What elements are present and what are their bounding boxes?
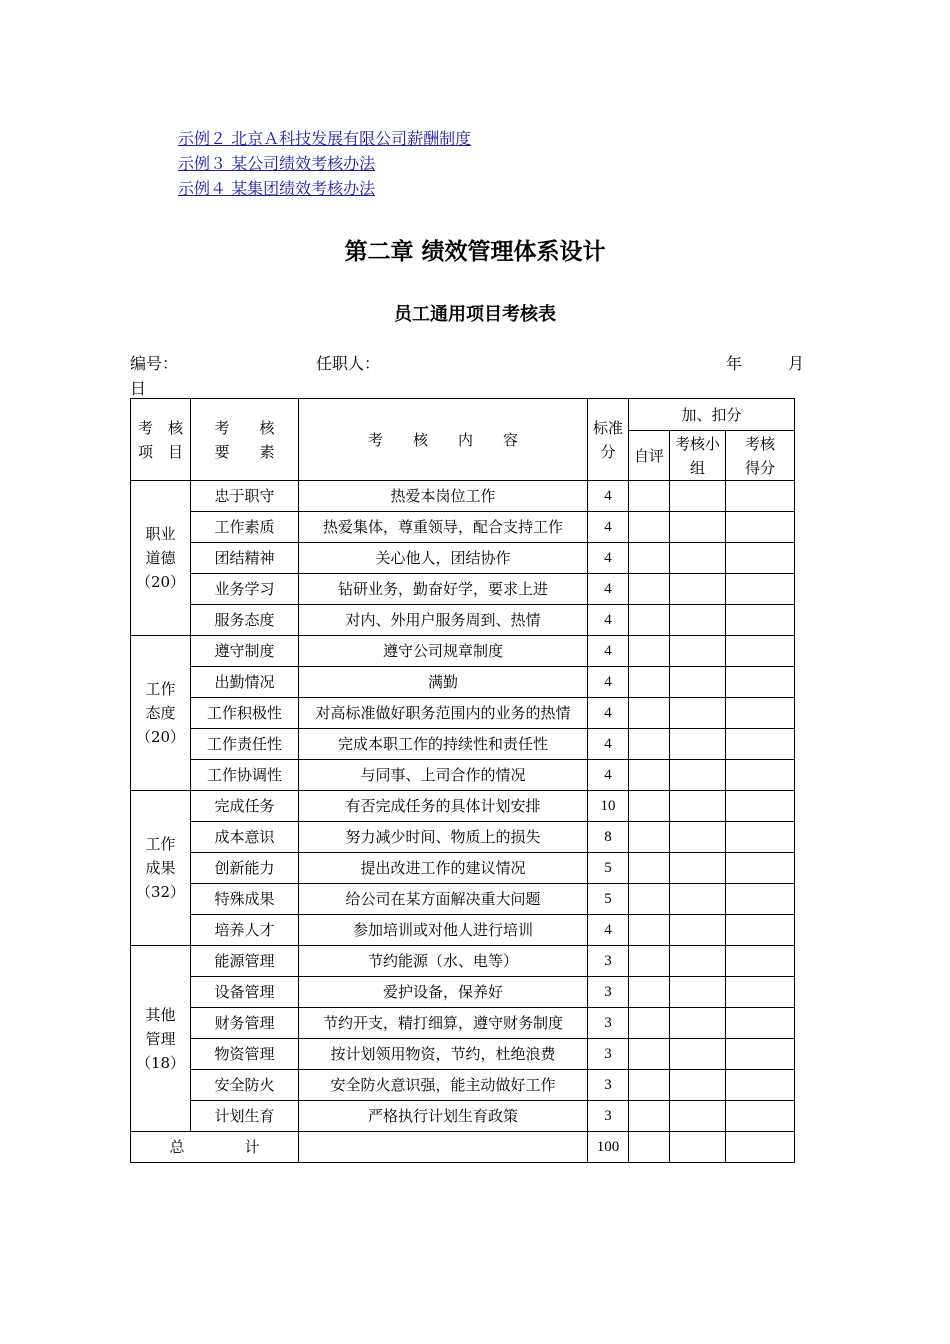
standard-cell: 4 bbox=[588, 481, 629, 512]
header-bonus: 加、扣分 bbox=[629, 399, 795, 431]
group-name-cell bbox=[131, 946, 191, 1132]
final-score-cell[interactable] bbox=[726, 698, 795, 729]
element-cell: 工作素质 bbox=[191, 512, 299, 543]
group-score-cell[interactable] bbox=[670, 915, 726, 946]
self-score-cell[interactable] bbox=[629, 698, 670, 729]
month-label: 月 bbox=[788, 354, 805, 373]
content-cell: 热爱本岗位工作 bbox=[299, 481, 588, 512]
element-cell: 能源管理 bbox=[191, 946, 299, 977]
group-name-line: （32） bbox=[135, 883, 186, 901]
group-score-cell[interactable] bbox=[670, 977, 726, 1008]
number-label: 编号： bbox=[130, 354, 179, 373]
person-label: 任职人： bbox=[316, 354, 381, 373]
final-score-cell[interactable] bbox=[726, 512, 795, 543]
table-row bbox=[131, 1008, 795, 1039]
content-cell: 关心他人，团结协作 bbox=[299, 543, 588, 574]
group-name-line: 工作 bbox=[145, 835, 176, 853]
group-score-cell[interactable] bbox=[670, 698, 726, 729]
group-score-cell[interactable] bbox=[670, 1039, 726, 1070]
header-element-top: 考 核 bbox=[214, 418, 275, 437]
element-cell: 完成任务 bbox=[191, 791, 299, 822]
header-self: 自评 bbox=[629, 431, 670, 481]
self-score-cell[interactable] bbox=[629, 512, 670, 543]
standard-cell: 10 bbox=[588, 791, 629, 822]
final-score-cell[interactable] bbox=[726, 822, 795, 853]
standard-cell: 3 bbox=[588, 1070, 629, 1101]
content-cell: 安全防火意识强，能主动做好工作 bbox=[299, 1070, 588, 1101]
table-row bbox=[131, 915, 795, 946]
group-name-line: （20） bbox=[135, 573, 186, 591]
final-score-cell[interactable] bbox=[726, 884, 795, 915]
standard-cell: 5 bbox=[588, 853, 629, 884]
header-item-bottom: 项 目 bbox=[137, 442, 183, 461]
final-score-cell[interactable] bbox=[726, 791, 795, 822]
element-cell: 工作积极性 bbox=[191, 698, 299, 729]
group-score-cell[interactable] bbox=[670, 481, 726, 512]
element-cell: 成本意识 bbox=[191, 822, 299, 853]
group-score-cell[interactable] bbox=[670, 853, 726, 884]
final-score-cell[interactable] bbox=[726, 1101, 795, 1132]
final-score-cell[interactable] bbox=[726, 1039, 795, 1070]
content-cell: 满勤 bbox=[299, 667, 588, 698]
group-score-cell[interactable] bbox=[670, 543, 726, 574]
table-row bbox=[131, 698, 795, 729]
standard-cell: 3 bbox=[588, 1101, 629, 1132]
table-row bbox=[131, 636, 795, 667]
group-score-cell[interactable] bbox=[670, 574, 726, 605]
standard-cell: 4 bbox=[588, 574, 629, 605]
header-element-bottom: 要 素 bbox=[214, 442, 275, 461]
related-links bbox=[178, 126, 471, 201]
header-standard-bottom: 分 bbox=[600, 442, 616, 461]
self-score-cell[interactable] bbox=[629, 636, 670, 667]
content-cell: 对内、外用户服务周到、热情 bbox=[299, 605, 588, 636]
header-content: 考 核 内 容 bbox=[299, 399, 588, 481]
self-score-cell[interactable] bbox=[629, 946, 670, 977]
final-score-cell[interactable] bbox=[726, 729, 795, 760]
content-cell: 遵守公司规章制度 bbox=[299, 636, 588, 667]
self-score-cell[interactable] bbox=[629, 822, 670, 853]
total-label: 总 计 bbox=[131, 1132, 299, 1163]
table-row bbox=[131, 512, 795, 543]
table-row bbox=[131, 760, 795, 791]
standard-cell: 4 bbox=[588, 512, 629, 543]
content-cell: 有否完成任务的具体计划安排 bbox=[299, 791, 588, 822]
standard-cell: 3 bbox=[588, 946, 629, 977]
final-score-cell[interactable] bbox=[726, 977, 795, 1008]
self-score-cell[interactable] bbox=[629, 977, 670, 1008]
group-score-cell[interactable] bbox=[670, 729, 726, 760]
self-score-cell[interactable] bbox=[629, 760, 670, 791]
header-standard-top: 标准 bbox=[592, 418, 623, 437]
element-cell: 设备管理 bbox=[191, 977, 299, 1008]
element-cell: 财务管理 bbox=[191, 1008, 299, 1039]
evaluation-table bbox=[130, 398, 795, 1163]
table-row bbox=[131, 946, 795, 977]
content-cell: 节约开支，精打细算，遵守财务制度 bbox=[299, 1008, 588, 1039]
element-cell: 业务学习 bbox=[191, 574, 299, 605]
table-row bbox=[131, 605, 795, 636]
element-cell: 培养人才 bbox=[191, 915, 299, 946]
group-score-cell[interactable] bbox=[670, 884, 726, 915]
year-label: 年 bbox=[726, 354, 743, 373]
self-score-cell[interactable] bbox=[629, 605, 670, 636]
element-cell: 遵守制度 bbox=[191, 636, 299, 667]
table-row bbox=[131, 1070, 795, 1101]
total-content bbox=[299, 1132, 588, 1163]
table-row bbox=[131, 1101, 795, 1132]
table-row bbox=[131, 884, 795, 915]
standard-cell: 4 bbox=[588, 698, 629, 729]
standard-cell: 8 bbox=[588, 822, 629, 853]
link-example-3[interactable]: 示例３ 某公司绩效考核办法 bbox=[178, 154, 376, 173]
table-row bbox=[131, 1039, 795, 1070]
group-score-cell[interactable] bbox=[670, 636, 726, 667]
standard-cell: 4 bbox=[588, 636, 629, 667]
self-score-cell[interactable] bbox=[629, 1008, 670, 1039]
table-row bbox=[131, 729, 795, 760]
group-name-line: 成果 bbox=[145, 859, 176, 877]
standard-cell: 4 bbox=[588, 605, 629, 636]
group-name-line: （20） bbox=[135, 728, 186, 746]
group-score-cell[interactable] bbox=[670, 1070, 726, 1101]
content-cell: 钻研业务，勤奋好学，要求上进 bbox=[299, 574, 588, 605]
element-cell: 工作责任性 bbox=[191, 729, 299, 760]
self-score-cell[interactable] bbox=[629, 853, 670, 884]
self-score-cell[interactable] bbox=[629, 481, 670, 512]
table-row bbox=[131, 543, 795, 574]
content-cell: 完成本职工作的持续性和责任性 bbox=[299, 729, 588, 760]
header-element bbox=[191, 399, 299, 481]
header-group: 考核小组 bbox=[670, 431, 726, 481]
final-score-cell[interactable] bbox=[726, 636, 795, 667]
standard-cell: 4 bbox=[588, 543, 629, 574]
element-cell: 团结精神 bbox=[191, 543, 299, 574]
self-score-cell[interactable] bbox=[629, 1070, 670, 1101]
group-name-line: 其他 bbox=[145, 1005, 176, 1024]
final-score-cell[interactable] bbox=[726, 1070, 795, 1101]
final-score-cell[interactable] bbox=[726, 667, 795, 698]
total-group-cell[interactable] bbox=[670, 1132, 726, 1163]
final-score-cell[interactable] bbox=[726, 760, 795, 791]
standard-cell: 5 bbox=[588, 884, 629, 915]
total-score-cell[interactable] bbox=[726, 1132, 795, 1163]
header-score: 考核得分 bbox=[726, 431, 795, 481]
content-cell: 努力减少时间、物质上的损失 bbox=[299, 822, 588, 853]
final-score-cell[interactable] bbox=[726, 853, 795, 884]
element-cell: 物资管理 bbox=[191, 1039, 299, 1070]
element-cell: 忠于职守 bbox=[191, 481, 299, 512]
self-score-cell[interactable] bbox=[629, 1101, 670, 1132]
table-row bbox=[131, 977, 795, 1008]
element-cell: 服务态度 bbox=[191, 605, 299, 636]
table-row bbox=[131, 481, 795, 512]
content-cell: 与同事、上司合作的情况 bbox=[299, 760, 588, 791]
element-cell: 创新能力 bbox=[191, 853, 299, 884]
group-name-line: 态度 bbox=[145, 704, 176, 722]
table-row bbox=[131, 667, 795, 698]
standard-cell: 4 bbox=[588, 729, 629, 760]
final-score-cell[interactable] bbox=[726, 1008, 795, 1039]
form-title: 员工通用项目考核表 bbox=[394, 304, 556, 325]
self-score-cell[interactable] bbox=[629, 543, 670, 574]
chapter-title: 第二章 绩效管理体系设计 bbox=[344, 239, 606, 265]
content-cell: 参加培训或对他人进行培训 bbox=[299, 915, 588, 946]
group-score-cell[interactable] bbox=[670, 946, 726, 977]
final-score-cell[interactable] bbox=[726, 605, 795, 636]
final-score-cell[interactable] bbox=[726, 946, 795, 977]
group-score-cell[interactable] bbox=[670, 667, 726, 698]
content-cell: 按计划领用物资，节约，杜绝浪费 bbox=[299, 1039, 588, 1070]
standard-cell: 4 bbox=[588, 667, 629, 698]
content-cell: 给公司在某方面解决重大问题 bbox=[299, 884, 588, 915]
header-item-top: 考 核 bbox=[137, 418, 183, 437]
self-score-cell[interactable] bbox=[629, 915, 670, 946]
group-score-cell[interactable] bbox=[670, 822, 726, 853]
group-name-line: （18） bbox=[135, 1053, 186, 1072]
group-score-cell[interactable] bbox=[670, 605, 726, 636]
self-score-cell[interactable] bbox=[629, 574, 670, 605]
standard-cell: 3 bbox=[588, 977, 629, 1008]
self-score-cell[interactable] bbox=[629, 791, 670, 822]
element-cell: 出勤情况 bbox=[191, 667, 299, 698]
standard-cell: 3 bbox=[588, 1008, 629, 1039]
content-cell: 节约能源（水、电等） bbox=[299, 946, 588, 977]
self-score-cell[interactable] bbox=[629, 884, 670, 915]
final-score-cell[interactable] bbox=[726, 915, 795, 946]
table-body bbox=[131, 481, 795, 1132]
group-name-line: 职业 bbox=[145, 525, 176, 543]
element-cell: 安全防火 bbox=[191, 1070, 299, 1101]
group-name-line: 管理 bbox=[145, 1029, 176, 1048]
final-score-cell[interactable] bbox=[726, 543, 795, 574]
self-score-cell[interactable] bbox=[629, 729, 670, 760]
header-item bbox=[131, 399, 191, 481]
group-score-cell[interactable] bbox=[670, 1008, 726, 1039]
standard-cell: 3 bbox=[588, 1039, 629, 1070]
group-score-cell[interactable] bbox=[670, 760, 726, 791]
total-value: 100 bbox=[588, 1132, 629, 1163]
final-score-cell[interactable] bbox=[726, 481, 795, 512]
element-cell: 计划生育 bbox=[191, 1101, 299, 1132]
table-row bbox=[131, 822, 795, 853]
link-example-2[interactable]: 示例２ 北京Ａ科技发展有限公司薪酬制度 bbox=[178, 129, 472, 148]
content-cell: 提出改进工作的建议情况 bbox=[299, 853, 588, 884]
standard-cell: 4 bbox=[588, 915, 629, 946]
self-score-cell[interactable] bbox=[629, 1039, 670, 1070]
total-self-cell[interactable] bbox=[629, 1132, 670, 1163]
final-score-cell[interactable] bbox=[726, 574, 795, 605]
group-score-cell[interactable] bbox=[670, 791, 726, 822]
header-standard bbox=[588, 399, 629, 481]
content-cell: 爱护设备，保养好 bbox=[299, 977, 588, 1008]
group-name-cell bbox=[131, 791, 191, 946]
group-name-line: 道德 bbox=[145, 549, 176, 567]
content-cell: 热爱集体，尊重领导，配合支持工作 bbox=[299, 512, 588, 543]
content-cell: 对高标准做好职务范围内的业务的热情 bbox=[299, 698, 588, 729]
element-cell: 特殊成果 bbox=[191, 884, 299, 915]
table-row bbox=[131, 574, 795, 605]
element-cell: 工作协调性 bbox=[191, 760, 299, 791]
group-score-cell[interactable] bbox=[670, 1101, 726, 1132]
day-label: 日 bbox=[130, 379, 147, 398]
content-cell: 严格执行计划生育政策 bbox=[299, 1101, 588, 1132]
table-row bbox=[131, 853, 795, 884]
self-score-cell[interactable] bbox=[629, 667, 670, 698]
group-score-cell[interactable] bbox=[670, 512, 726, 543]
group-name-cell bbox=[131, 636, 191, 791]
group-name-line: 工作 bbox=[145, 680, 176, 698]
group-name-cell bbox=[131, 481, 191, 636]
link-example-4[interactable]: 示例４ 某集团绩效考核办法 bbox=[178, 179, 376, 198]
table-row bbox=[131, 791, 795, 822]
standard-cell: 4 bbox=[588, 760, 629, 791]
